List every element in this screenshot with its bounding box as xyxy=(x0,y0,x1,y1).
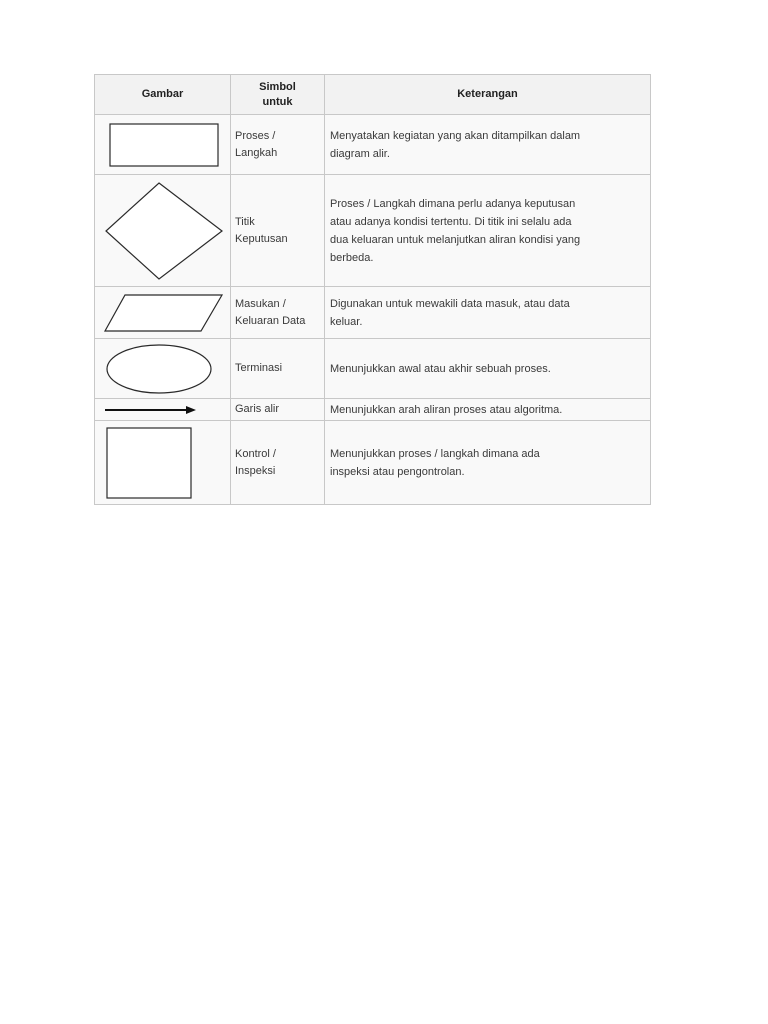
terminator-ellipse-icon xyxy=(103,341,223,397)
symbol-name: Masukan / Keluaran Data xyxy=(235,297,306,327)
symbol-cell xyxy=(95,115,231,175)
symbol-cell xyxy=(95,399,231,421)
table-header-row xyxy=(95,75,651,115)
symbol-cell xyxy=(95,287,231,339)
header-keterangan: Keterangan xyxy=(325,75,651,115)
table-row xyxy=(95,287,651,339)
symbol-name: Titik Keputusan xyxy=(235,215,288,245)
decision-diamond-icon xyxy=(101,179,225,283)
symbol-description: Menyatakan kegiatan yang akan ditampilkan dalam diagram alir. xyxy=(330,129,581,160)
flowchart-symbol-table xyxy=(94,74,651,505)
symbol-description-cell xyxy=(325,399,651,421)
symbol-name: Kontrol / Inspeksi xyxy=(235,447,276,477)
symbol-description: Menunjukkan proses / langkah dimana ada inspeksi atau pengontrolan. xyxy=(330,447,540,478)
symbol-description: Proses / Langkah dimana perlu adanya keputusan atau adanya kondisi tertentu. Di titik ini selalu ada dua keluaran untuk melanjutkan aliran kondisi yang berbeda. xyxy=(330,197,581,264)
symbol-name-cell xyxy=(231,421,325,505)
symbol-description-cell xyxy=(325,115,651,175)
symbol-description-cell xyxy=(325,339,651,399)
symbol-name: Terminasi xyxy=(235,362,283,374)
symbol-description: Digunakan untuk mewakili data masuk, atau data keluar. xyxy=(330,297,570,328)
symbol-name-cell xyxy=(231,399,325,421)
inspection-square-icon xyxy=(100,425,226,501)
table-row xyxy=(95,339,651,399)
symbol-name-cell xyxy=(231,339,325,399)
table-row xyxy=(95,115,651,175)
symbol-cell xyxy=(95,175,231,287)
symbol-name-cell xyxy=(231,287,325,339)
symbol-name-cell xyxy=(231,175,325,287)
table-row xyxy=(95,399,651,421)
header-simbol-untuk: Simbol untuk xyxy=(231,75,325,115)
symbol-name: Proses / Langkah xyxy=(235,129,278,159)
symbol-name: Garis alir xyxy=(235,403,280,415)
symbol-cell xyxy=(95,421,231,505)
symbol-description-cell xyxy=(325,421,651,505)
symbol-name-cell xyxy=(231,115,325,175)
table-row xyxy=(95,421,651,505)
symbol-description: Menunjukkan arah aliran proses atau algoritma. xyxy=(330,403,563,416)
input-output-parallelogram-icon xyxy=(100,291,226,335)
process-rectangle-icon xyxy=(103,120,223,170)
table-row xyxy=(95,175,651,287)
header-gambar: Gambar xyxy=(95,75,231,115)
symbol-description-cell xyxy=(325,287,651,339)
symbol-cell xyxy=(95,339,231,399)
symbol-description: Menunjukkan awal atau akhir sebuah proses. xyxy=(330,362,551,375)
document-page xyxy=(94,74,650,505)
symbol-description-cell xyxy=(325,175,651,287)
flow-line-arrow-icon xyxy=(100,403,226,417)
